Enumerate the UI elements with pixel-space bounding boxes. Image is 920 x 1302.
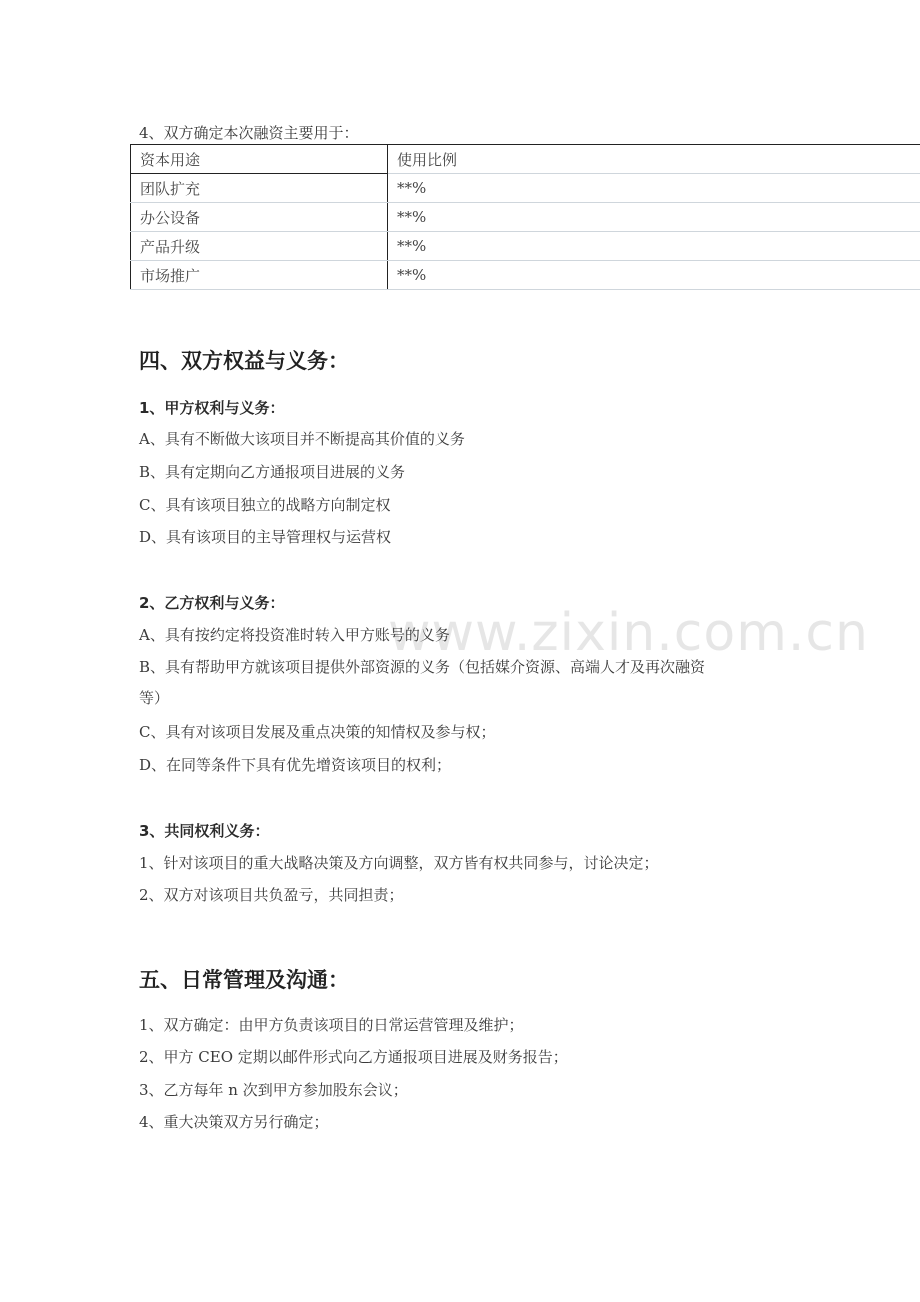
table-cell: 市场推广 bbox=[131, 261, 388, 290]
table-row bbox=[131, 174, 920, 203]
table-cell: 产品升级 bbox=[131, 232, 388, 261]
party-a-item: A、具有不断做大该项目并不断提高其价值的义务 bbox=[139, 430, 465, 448]
party-b-item: A、具有按约定将投资准时转入甲方账号的义务 bbox=[139, 626, 450, 644]
party-b-item: C、具有对该项目发展及重点决策的知情权及参与权； bbox=[139, 723, 496, 741]
table-cell: 办公设备 bbox=[131, 203, 388, 232]
section5-heading: 五、日常管理及沟通： bbox=[139, 968, 349, 992]
party-a-item: B、具有定期向乙方通报项目进展的义务 bbox=[139, 463, 406, 481]
party-a-item: C、具有该项目独立的战略方向制定权 bbox=[139, 496, 391, 514]
table-cell: **% bbox=[388, 232, 920, 261]
table-header-cell: 使用比例 bbox=[388, 145, 920, 174]
table-row bbox=[131, 261, 920, 290]
joint-heading: 3、共同权利义务： bbox=[139, 822, 270, 840]
table-cell: **% bbox=[388, 203, 920, 232]
section5-item: 2、甲方 CEO 定期以邮件形式向乙方通报项目进展及财务报告； bbox=[139, 1048, 568, 1066]
table-cell: 团队扩充 bbox=[131, 174, 388, 203]
intro-text: 4、双方确定本次融资主要用于： bbox=[139, 124, 359, 142]
table-header-cell: 资本用途 bbox=[131, 145, 388, 174]
party-a-heading: 1、甲方权利与义务： bbox=[139, 399, 285, 417]
party-a-item: D、具有该项目的主导管理权与运营权 bbox=[139, 528, 392, 546]
table-cell: **% bbox=[388, 261, 920, 290]
joint-item: 2、双方对该项目共负盈亏，共同担责； bbox=[139, 886, 404, 904]
party-b-item: D、在同等条件下具有优先增资该项目的权利； bbox=[139, 756, 452, 774]
table-row bbox=[131, 203, 920, 232]
table-header-row bbox=[131, 145, 920, 174]
party-b-item: B、具有帮助甲方就该项目提供外部资源的义务（包括媒介资源、高端人才及再次融资 bbox=[139, 658, 706, 676]
section5-item: 4、重大决策双方另行确定； bbox=[139, 1113, 329, 1131]
section4-heading: 四、双方权益与义务： bbox=[139, 349, 349, 373]
table-row bbox=[131, 232, 920, 261]
party-b-item-continued: 等） bbox=[139, 689, 170, 707]
section5-item: 3、乙方每年 n 次到甲方参加股东会议； bbox=[139, 1081, 408, 1099]
party-b-heading: 2、乙方权利与义务： bbox=[139, 594, 285, 612]
watermark: www.zixin.com.cn bbox=[388, 603, 869, 663]
usage-table bbox=[130, 144, 920, 290]
section5-item: 1、双方确定：由甲方负责该项目的日常运营管理及维护； bbox=[139, 1016, 524, 1034]
table-cell: **% bbox=[388, 174, 920, 203]
joint-item: 1、针对该项目的重大战略决策及方向调整，双方皆有权共同参与，讨论决定； bbox=[139, 854, 659, 872]
